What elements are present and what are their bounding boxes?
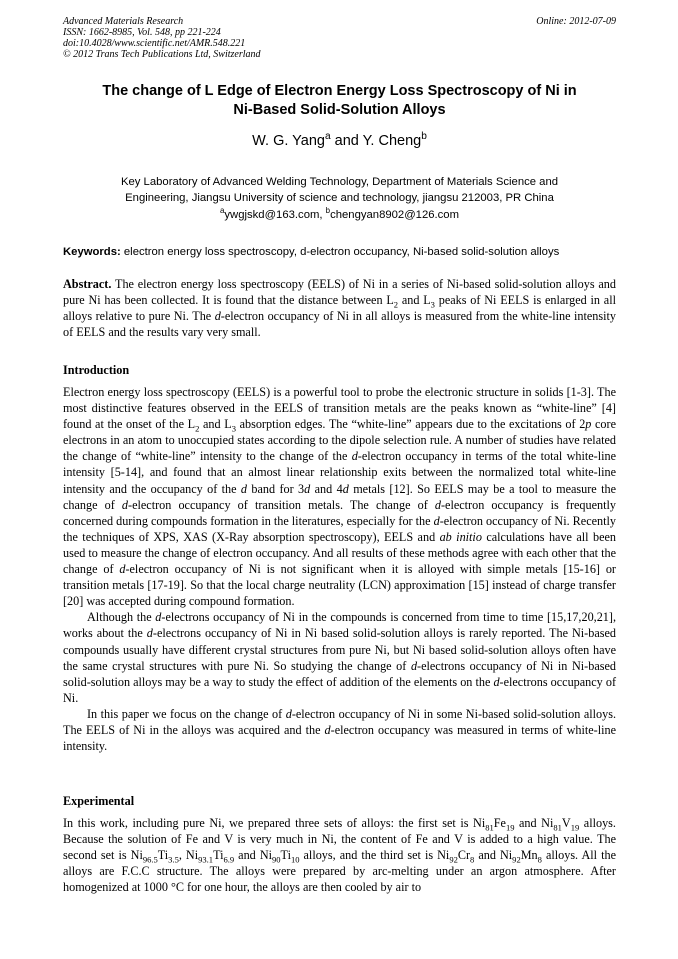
subscript: 8 xyxy=(470,854,475,865)
body-text: Ti xyxy=(280,848,291,863)
subscript: 2 xyxy=(393,299,399,310)
intro-paragraph-2 xyxy=(63,609,616,706)
body-text: V xyxy=(561,816,571,830)
abstract-paragraph xyxy=(63,276,616,340)
italic-term: d xyxy=(146,626,153,641)
affiliation-line-2: Engineering, Jiangsu University of science and technology, jiangsu 212003, PR China xyxy=(125,192,554,204)
italic-term: d xyxy=(410,658,418,673)
body-text: Ti xyxy=(213,848,224,863)
body-text: Fe xyxy=(493,816,506,830)
body-text: -electrons occupancy of Ni in Ni-based solid-solution alloys may be a way to study the effect of addition of the elements on the xyxy=(63,658,616,689)
subscript: 19 xyxy=(505,822,515,833)
keywords-label: Keywords: xyxy=(63,246,121,258)
italic-term: d xyxy=(324,722,331,737)
body-text: In this work, including pure Ni, we prepared three sets of alloys: the first set is Ni xyxy=(63,816,486,830)
body-text: Cr xyxy=(457,848,471,863)
email-mark-a: a xyxy=(220,206,225,216)
italic-term: p xyxy=(585,417,592,432)
body-text: calculations have all been used to measure the change of electron occupancy. And all results of these methods agree with each other that the change of xyxy=(63,529,616,577)
body-text: , Ni xyxy=(178,848,199,863)
body-text: -electron occupancy of Ni. Recently the techniques of XPS, XAS (X-Ray absorption spectroscopy), EELS and xyxy=(63,513,616,544)
keywords xyxy=(63,244,618,260)
author-2: Y. Cheng xyxy=(362,133,422,149)
introduction-heading: Introduction xyxy=(63,363,130,377)
body-text: -electron occupancy is frequently concerned during compounds formation in the literatures, especially for the xyxy=(63,497,616,528)
email-b: chengyan8902@126.com xyxy=(330,209,459,221)
introduction-section xyxy=(63,384,616,754)
subscript: 8 xyxy=(537,854,542,865)
keywords-text: electron energy loss spectroscopy, d-electron occupancy, Ni-based solid-solution alloys xyxy=(120,246,560,258)
paper-title xyxy=(63,82,616,120)
body-text: Mn xyxy=(520,848,538,863)
author-2-affil-mark: b xyxy=(421,131,427,143)
body-text: alloys. All the alloys are F.C.C structure. The alloys were prepared by arc-melting under an argon atmosphere. After homogenized at 1000 °C for one hour, the alloys are then cooled by air to xyxy=(63,848,616,895)
subscript: 81 xyxy=(485,822,494,833)
body-text: band for 3 xyxy=(247,481,305,496)
email-a: ywgjskd@163.com, xyxy=(224,209,326,221)
body-text: and Ni xyxy=(474,848,513,863)
author-emails xyxy=(63,207,616,223)
abstract-text: peaks of Ni EELS is enlarged in all alloys relative to pure Ni. The xyxy=(63,293,616,324)
experimental-section xyxy=(63,815,616,895)
body-text: In this paper we focus on the change of xyxy=(87,706,286,721)
title-line-1: The change of L Edge of Electron Energy Loss Spectroscopy of Ni in xyxy=(102,83,577,99)
italic-term: d xyxy=(285,706,292,721)
abstract-text: and L xyxy=(398,293,431,308)
author-1: W. G. Yang xyxy=(252,133,325,149)
author-1-affil-mark: a xyxy=(324,131,331,143)
title-line-2: Ni-Based Solid-Solution Alloys xyxy=(233,102,446,118)
experimental-heading: Experimental xyxy=(63,794,135,808)
subscript: 93.1 xyxy=(198,854,214,865)
subscript: 2 xyxy=(195,423,200,434)
intro-paragraph-3 xyxy=(63,706,616,754)
italic-term: d xyxy=(214,309,221,324)
body-text: -electron occupancy of Ni is not significant when it is alloyed with simple metals [15-16] or transition metals [17-19]. So that the local charge neutrality (LCN) approximation [15] instead of charge transfer [20] was accepted during compound formation. xyxy=(63,562,616,609)
body-text: Ti xyxy=(157,848,169,863)
body-text: -electron occupancy in terms of the total white-line intensity [5-14], and found that an almost linear relationship exits between the normalized total white-line intensity and the occupancy of the xyxy=(63,449,616,496)
italic-term: d xyxy=(240,481,247,496)
subscript: 96.5 xyxy=(142,854,158,865)
body-text: Although the xyxy=(87,610,156,625)
subscript: 19 xyxy=(570,822,580,833)
subscript: 3.5 xyxy=(168,854,179,865)
body-text: -electrons occupancy of Ni. xyxy=(63,674,617,705)
italic-term: d xyxy=(493,674,500,689)
journal-copyright: © 2012 Trans Tech Publications Ltd, Switzerland xyxy=(63,49,261,60)
italic-term: d xyxy=(119,562,126,577)
italic-term: d xyxy=(155,610,162,625)
email-mark-b: b xyxy=(325,206,331,216)
abstract-text: -electron occupancy of Ni in all alloys is measured from the white-line intensity of EELS and the results vary very small. xyxy=(63,309,617,340)
italic-term: ab initio xyxy=(439,529,482,544)
subscript: 92 xyxy=(449,854,458,865)
body-text: absorption edges. The “white-line” appears due to the excitations of 2 xyxy=(235,417,586,432)
body-text: -electron occupancy was measured in terms of white-line intensity. xyxy=(63,722,616,754)
body-text: Electron energy loss spectroscopy (EELS) is a powerful tool to probe the electronic structure in solids [1-3]. The most distinctive features observed in the EELS of transition metals are the peaks known as “white-line” [4] found at the onset of the L xyxy=(63,385,616,432)
subscript: 10 xyxy=(290,854,300,865)
affiliation-line-1: Key Laboratory of Advanced Welding Technology, Department of Materials Science and xyxy=(120,176,559,188)
subscript: 3 xyxy=(231,423,236,434)
abstract-text: The electron energy loss spectroscopy (EELS) of Ni in a series of Ni-based solid-solution alloys and pure Ni has been collected. It is found that the distance between L xyxy=(63,277,616,308)
body-text: -electrons occupancy of Ni in the compounds is concerned from time to time [15,17,20,21], works about the xyxy=(63,610,616,641)
body-text: and Ni xyxy=(514,816,554,830)
body-text: alloys. Because the solution of Fe and V is very much in Ni, the content of Fe and V is added to a high value. The second set is Ni xyxy=(63,816,616,863)
online-date: Online: 2012-07-09 xyxy=(536,16,616,27)
abstract xyxy=(63,276,616,340)
journal-name: Advanced Materials Research xyxy=(63,16,184,27)
journal-header xyxy=(63,16,616,60)
experimental-paragraph xyxy=(63,815,616,895)
body-text: -electron occupancy of Ni in some Ni-based solid-solution alloys. The EELS of Ni in the alloys was acquired and the xyxy=(63,706,616,737)
body-text: and 4 xyxy=(310,481,343,496)
body-text: -electron occupancy of transition metals. The change of xyxy=(128,497,435,512)
body-text: and L xyxy=(199,417,232,432)
body-text: core electrons in an atom to unoccupied states according to the dipole selection rule. A number of studies have related the change of “white-line” intensity to the change of the xyxy=(63,417,616,464)
italic-term: d xyxy=(351,449,358,464)
italic-term: d xyxy=(434,497,441,512)
body-text: metals [12]. So EELS may be a tool to measure the change of xyxy=(63,481,616,512)
subscript: 3 xyxy=(430,299,435,310)
author-conjunction: and xyxy=(330,133,363,149)
subscript: 6.9 xyxy=(223,854,235,865)
intro-paragraph-1 xyxy=(63,384,616,609)
italic-term: d xyxy=(433,513,440,528)
author-list xyxy=(63,132,616,150)
subscript: 92 xyxy=(512,854,521,865)
italic-term: d xyxy=(342,481,349,496)
abstract-label: Abstract. xyxy=(63,277,112,291)
body-text: and Ni xyxy=(234,848,273,863)
affiliation xyxy=(63,174,616,206)
journal-issn: ISSN: 1662-8985, Vol. 548, pp 221-224 xyxy=(63,27,221,38)
subscript: 90 xyxy=(272,854,281,865)
italic-term: d xyxy=(121,497,129,512)
italic-term: d xyxy=(304,481,311,496)
journal-doi: doi:10.4028/www.scientific.net/AMR.548.221 xyxy=(63,38,246,49)
body-text: -electrons occupancy of Ni in Ni based solid-solution alloys is rarely reported. The Ni-based compounds usually have different crystal structures from pure Ni, but Ni based solid-solution alloys often have the same crystal structures with pure Ni. So studying the change of xyxy=(63,626,616,673)
subscript: 81 xyxy=(553,822,562,833)
body-text: alloys, and the third set is Ni xyxy=(299,848,450,863)
